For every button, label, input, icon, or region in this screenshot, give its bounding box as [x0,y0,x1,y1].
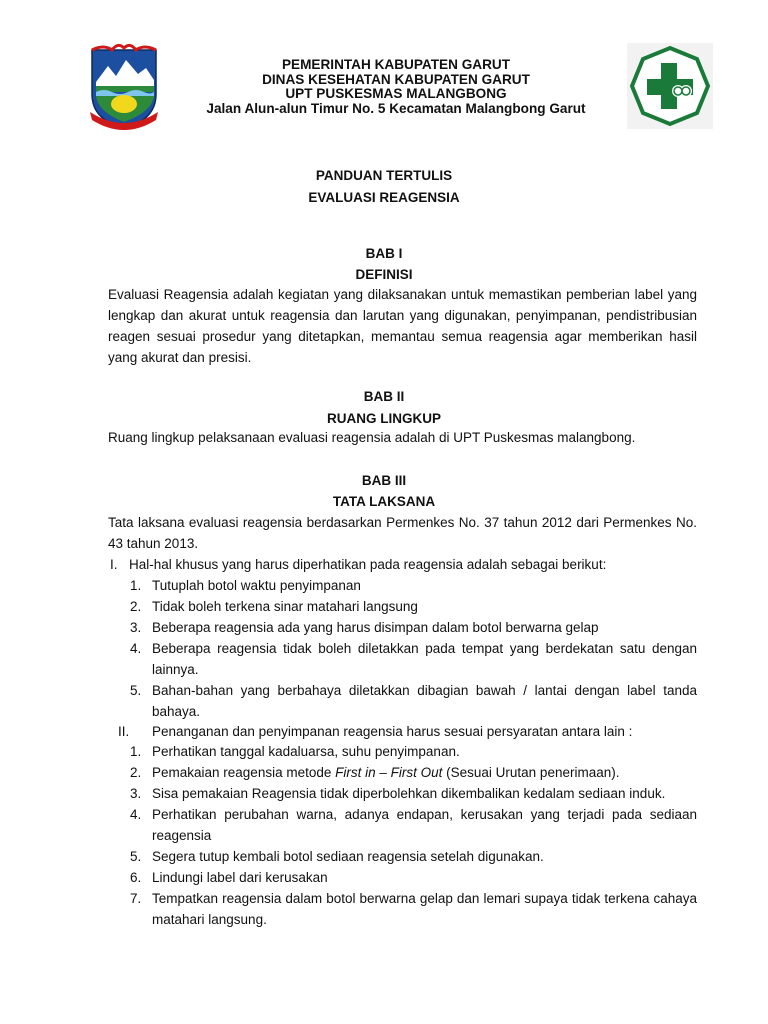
letterhead-line-address: Jalan Alun-alun Timur No. 5 Kecamatan Malangbong Garut [206,100,586,116]
list-item-number: 4. [130,807,142,822]
list-item [130,888,697,930]
list-item [130,762,697,783]
list-item-number: 3. [130,620,142,635]
list-item-number: 4. [130,641,142,656]
section-1 [110,554,697,575]
bab1-label: BAB I [365,246,403,261]
list-item-text: Sisa pemakaian Reagensia tidak diperbolehkan dikembalikan kedalam sediaan induk. [152,786,666,801]
list-item-text: Perhatikan tanggal kadaluarsa, suhu penyimpanan. [152,744,460,759]
section-2-number: II. [118,724,130,739]
list-item-text: Beberapa reagensia ada yang harus disimpan dalam botol berwarna gelap [152,620,599,635]
bab1-heading: DEFINISI [355,267,413,282]
letterhead-line-puskesmas: UPT PUSKESMAS MALANGBONG [285,86,507,102]
list-item [130,804,697,846]
list-item-number: 7. [130,891,142,906]
bab2-label: BAB II [363,389,405,404]
list-item-number: 1. [130,578,142,593]
list-item [130,680,697,722]
letterhead-line-department: DINAS KESEHATAN KABUPATEN GARUT [262,71,530,87]
list-item-number: 3. [130,786,142,801]
list-item-text-emphasis: First in – First Out [335,765,443,780]
list-item-text: Beberapa reagensia tidak boleh diletakkan pada tempat yang berdekatan satu dengan lainnya. [152,641,697,677]
section-1-text: Hal-hal khusus yang harus diperhatikan pada reagensia adalah sebagai berikut: [129,557,607,572]
list-item-text: Perhatikan perubahan warna, adanya endapan, kerusakan yang terjadi pada sediaan reagensia [152,807,697,843]
section-1-number: I. [110,557,118,572]
list-item-text-end: (Sesuai Urutan penerimaan). [442,765,620,780]
list-item-text: Bahan-bahan yang berbahaya diletakkan dibagian bawah / lantai dengan label tanda bahaya. [152,683,697,719]
bab3-heading: TATA LAKSANA [332,494,436,509]
list-item [130,846,697,867]
list-item-text: Lindungi label dari kerusakan [152,870,328,885]
list-item-number: 1. [130,744,142,759]
section-2-list [130,741,697,930]
list-item-number: 2. [130,599,142,614]
list-item-text: Segera tutup kembali botol sediaan reagensia setelah digunakan. [152,849,544,864]
list-item-number: 5. [130,683,142,698]
bab3-label: BAB III [361,473,407,488]
list-item [130,867,697,888]
list-item-text [152,762,697,783]
bab2-paragraph: Ruang lingkup pelaksanaan evaluasi reagensia adalah di UPT Puskesmas malangbong. [108,430,636,445]
list-item [130,617,697,638]
document-title: PANDUAN TERTULIS [315,168,453,183]
letterhead-line-government: PEMERINTAH KABUPATEN GARUT [281,57,511,72]
bab3-paragraph: Tata laksana evaluasi reagensia berdasarkan Permenkes No. 37 tahun 2012 dari Permenkes No. 43 tahun 2013. [108,515,697,551]
document-subtitle: EVALUASI REAGENSIA [308,190,460,205]
list-item-number: 5. [130,849,142,864]
list-item-number: 6. [130,870,142,885]
bab2-heading: RUANG LINGKUP [327,411,441,426]
bab1-paragraph: Evaluasi Reagensia adalah kegiatan yang dilaksanakan untuk memastikan pemberian label yang lengkap dan akurat untuk reagensia dan larutan yang digunakan, penyimpanan, pendistribusian reagen sesuai prosedur yang ditetapkan, memantau semua reagensia agar memberikan hasil yang akurat dan presisi. [108,287,697,365]
kabupaten-garut-crest-logo [84,42,164,130]
list-item [130,741,697,762]
section-1-list [130,575,697,722]
list-item [130,638,697,680]
list-item-text-start: Pemakaian reagensia metode [152,765,336,780]
list-item-text: Tidak boleh terkena sinar matahari langsung [152,599,418,614]
list-item [130,596,697,617]
list-item-text: Tempatkan reagensia dalam botol berwarna gelap dan lemari supaya tidak terkena cahaya matahari langsung. [152,891,697,927]
letterhead [170,58,622,116]
list-item [130,783,697,804]
list-item [130,575,697,596]
section-2-text: Penanganan dan penyimpanan reagensia harus sesuai persyaratan antara lain : [152,724,633,739]
list-item-text: Tutuplah botol waktu penyimpanan [152,578,361,593]
puskesmas-logo [627,43,713,129]
list-item-number: 2. [130,765,142,780]
section-2 [118,721,697,742]
